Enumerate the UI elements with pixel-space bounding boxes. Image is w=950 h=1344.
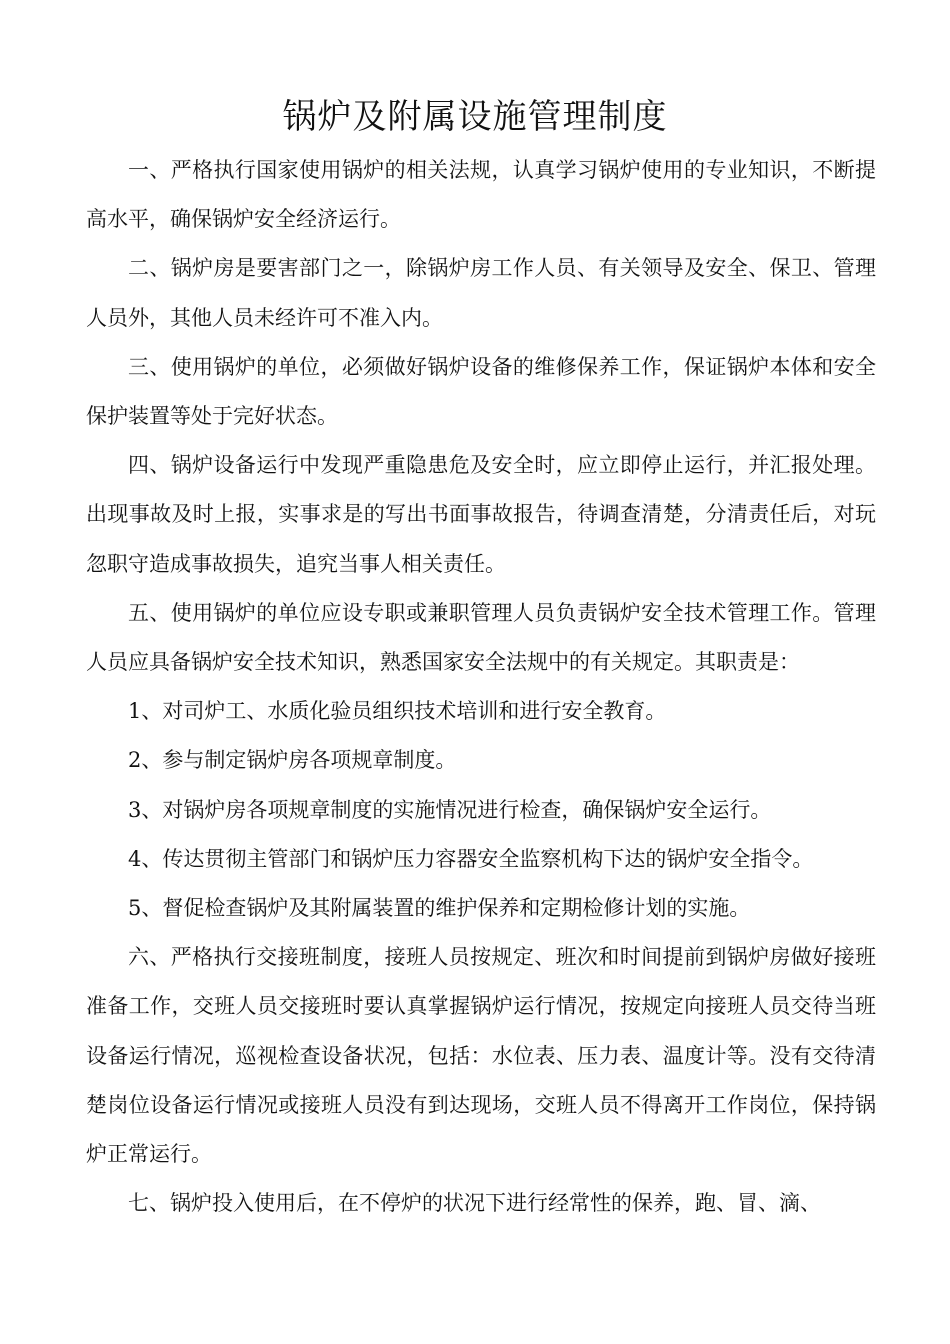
list-item-5: 5、督促检查锅炉及其附属装置的维护保养和定期检修计划的实施。 xyxy=(128,896,751,921)
paragraph-6: 六、严格执行交接班制度，接班人员按规定、班次和时间提前到锅炉房做好接班准备工作，交班人员交接班时要认真掌握锅炉运行情况，按规定向接班人员交待当班设备运行情况，巡视检查设备状况，包括：水位表、压力表、温度计等。没有交待清楚岗位设备运行情况或接班人员没有到达现场，交班人员不得离开工作岗位，保持锅炉正常运行。 xyxy=(86,945,876,1167)
list-item-4: 4、传达贯彻主管部门和锅炉压力容器安全监察机构下达的锅炉安全指令。 xyxy=(128,846,814,871)
document-title: 锅炉及附属设施管理制度 xyxy=(282,97,668,137)
paragraph-2: 二、锅炉房是要害部门之一，除锅炉房工作人员、有关领导及安全、保卫、管理人员外，其他人员未经许可不准入内。 xyxy=(86,256,876,330)
paragraph-5: 五、使用锅炉的单位应设专职或兼职管理人员负责锅炉安全技术管理工作。管理人员应具备锅炉安全技术知识，熟悉国家安全法规中的有关规定。其职责是： xyxy=(86,600,876,675)
paragraph-1: 一、严格执行国家使用锅炉的相关法规，认真学习锅炉使用的专业知识，不断提高水平，确保锅炉安全经济运行。 xyxy=(86,158,876,232)
list-item-1: 1、对司炉工、水质化验员组织技术培训和进行安全教育。 xyxy=(128,699,667,724)
document-body xyxy=(86,146,876,1228)
list-item-3: 3、对锅炉房各项规章制度的实施情况进行检查，确保锅炉安全运行。 xyxy=(128,797,772,822)
list-item-2: 2、参与制定锅炉房各项规章制度。 xyxy=(128,748,457,773)
paragraph-4: 四、锅炉设备运行中发现严重隐患危及安全时，应立即停止运行，并汇报处理。出现事故及时上报，实事求是的写出书面事故报告，待调查清楚，分清责任后，对玩忽职守造成事故损失，追究当事人相关责任。 xyxy=(86,453,876,576)
paragraph-7: 七、锅炉投入使用后，在不停炉的状况下进行经常性的保养，跑、冒、滴、 xyxy=(128,1191,821,1216)
paragraph-3: 三、使用锅炉的单位，必须做好锅炉设备的维修保养工作，保证锅炉本体和安全保护装置等处于完好状态。 xyxy=(86,354,876,429)
